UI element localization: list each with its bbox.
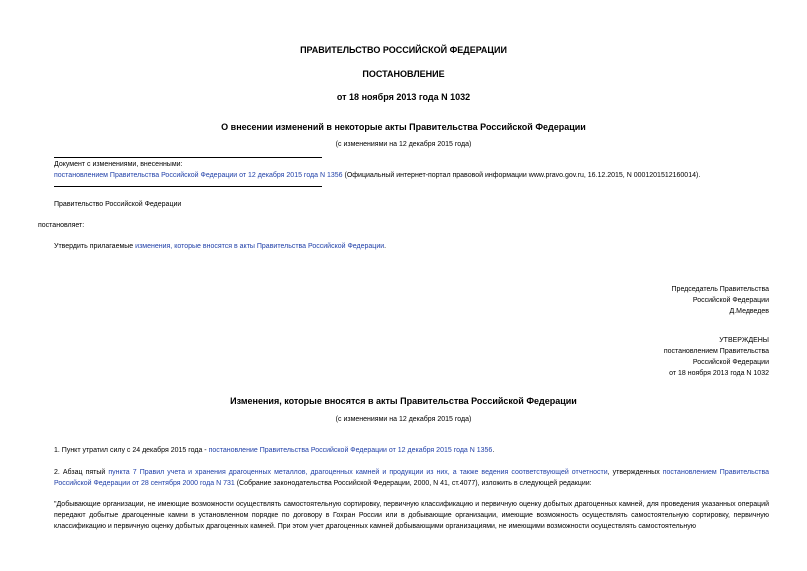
approved-date: от 18 ноября 2013 года N 1032: [669, 370, 769, 377]
annex-title: Изменения, которые вносятся в акты Правительства Российской Федерации: [230, 396, 577, 406]
document-type: ПОСТАНОВЛЕНИЕ: [362, 69, 445, 79]
amendments-bottom-rule: [54, 186, 322, 187]
item-2-c: (Собрание законодательства Российской Федерации, 2000, N 41, ст.4077), изложить в следующей редакции:: [234, 480, 592, 487]
quoted-paragraph: "Добывающие организации, не имеющие возможности осуществлять самостоятельную сортировку, первичную классификацию и первичную оценку добытых драгоценных камней, для проведения указанных операций передают добытые драгоценные камни в установленном порядке по договору в Гохран России или в добывающие организации, имеющие возможность осуществлять самостоятельную сортировку, первичную классификацию и первичную оценку добытых драгоценных камней. При этом учет драгоценных камней добывающими организациями, не имеющими возможности осуществлять самостоятельную: [54, 501, 769, 530]
annex-revision: (с изменениями на 12 декабря 2015 года): [335, 416, 472, 423]
approved-country: Российской Федерации: [692, 359, 769, 366]
signature-block: [672, 284, 769, 317]
government-heading: ПРАВИТЕЛЬСТВО РОССИЙСКОЙ ФЕДЕРАЦИИ: [300, 45, 507, 55]
decides-line: постановляет:: [38, 222, 85, 229]
item-1: [54, 447, 494, 454]
signature-name: Д.Медведев: [729, 308, 769, 315]
item-2-a: 2. Абзац пятый: [54, 469, 109, 476]
government-line: Правительство Российской Федерации: [54, 201, 182, 208]
item-1-link[interactable]: постановление Правительства Российской Федерации от 12 декабря 2015 года N 1356: [208, 447, 493, 454]
amendment-source-text: (Официальный интернет-портал правовой информации www.pravo.gov.ru, 16.12.2015, N 0001201512160014).: [342, 172, 701, 179]
amendment-link[interactable]: постановлением Правительства Российской Федерации от 12 декабря 2015 года N 1356: [54, 172, 343, 179]
item-2-link-decree[interactable]: постановлением Правительства Российской Федерации от 28 сентября 2000 года N 731: [54, 469, 769, 487]
amendments-source: [54, 172, 700, 179]
document-title: О внесении изменений в некоторые акты Правительства Российской Федерации: [221, 122, 586, 132]
approve-suffix: .: [384, 243, 387, 250]
revision-note: (с изменениями на 12 декабря 2015 года): [335, 141, 472, 148]
approve-line: [54, 243, 386, 250]
document-date-number: от 18 ноября 2013 года N 1032: [336, 92, 471, 102]
approved-by: постановлением Правительства: [663, 348, 769, 355]
item-1-end: .: [492, 447, 495, 454]
item-2: [54, 467, 769, 489]
approved-label: УТВЕРЖДЕНЫ: [719, 337, 769, 344]
approve-link[interactable]: изменения, которые вносятся в акты Правительства Российской Федерации: [135, 243, 385, 250]
amendments-intro: Документ с изменениями, внесенными:: [54, 161, 183, 168]
signature-position: Председатель Правительства: [671, 286, 769, 293]
signature-country: Российской Федерации: [692, 297, 769, 304]
approve-prefix: Утвердить прилагаемые: [54, 243, 136, 250]
item-2-link-rules[interactable]: пункта 7 Правил учета и хранения драгоценных металлов, драгоценных камней и продукции из них, а также ведения соответствующей отчетности: [108, 469, 608, 476]
item-2-b: , утвержденных: [607, 469, 663, 476]
item-1-text: 1. Пункт утратил силу с 24 декабря 2015 года -: [54, 447, 209, 454]
amendments-top-rule: [54, 157, 322, 158]
approved-block: [664, 335, 769, 379]
